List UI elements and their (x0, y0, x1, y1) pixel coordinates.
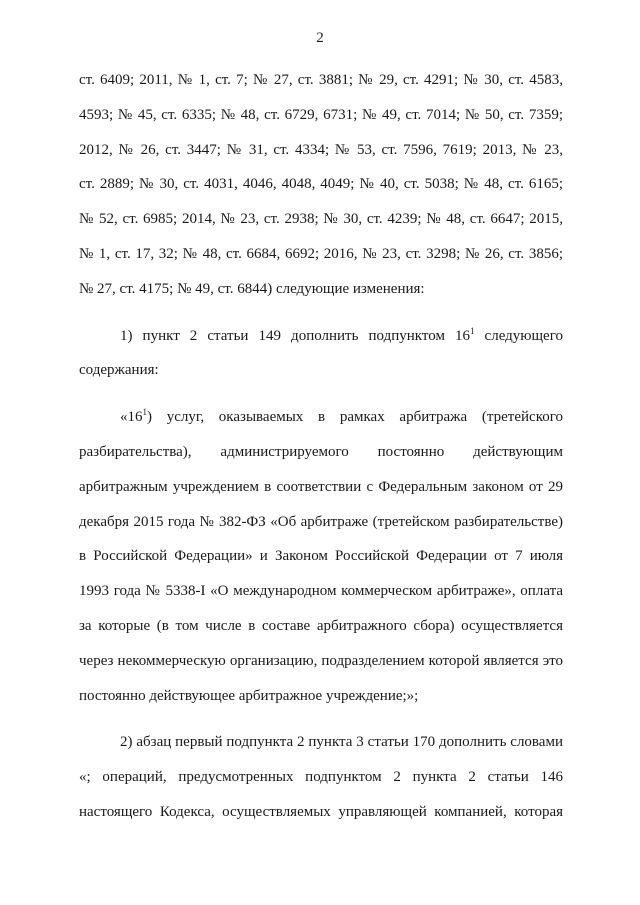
text-line: «; операций, предусмотренных подпунктом 2 пункта 2 статьи 146 (79, 769, 563, 786)
text-line: 2) абзац первый подпункта 2 пункта 3 статьи 170 дополнить словами (120, 734, 563, 751)
quote-open-text: «16 (120, 409, 143, 426)
text-line: 4593; № 45, ст. 6335; № 48, ст. 6729, 6731; № 49, ст. 7014; № 50, ст. 7359; (79, 106, 563, 123)
text-line (79, 319, 563, 354)
text-line: 1993 года № 5338-I «О международном коммерческом арбитраже», оплата (79, 583, 563, 600)
text-line: № 52, ст. 6985; 2014, № 23, ст. 2938; № 30, ст. 4239; № 48, ст. 6647; 2015, (79, 211, 563, 228)
page-number: 2 (316, 30, 324, 46)
document-body (79, 63, 563, 830)
text-line: 2012, № 26, ст. 3447; № 31, ст. 4334; № 53, ст. 7596, 7619; 2013, № 23, (79, 141, 563, 158)
text-line: № 1, ст. 17, 32; № 48, ст. 6684, 6692; 2016, № 23, ст. 3298; № 26, ст. 3856; (79, 245, 563, 262)
text-line: декабря 2015 года № 382-ФЗ «Об арбитраже (третейском разбирательстве) (79, 513, 563, 530)
item-1-paragraph (79, 319, 563, 389)
text-line: № 27, ст. 4175; № 49, ст. 6844) следующие изменения: (79, 280, 425, 297)
item-1-text: 1) пункт 2 статьи 149 дополнить подпунктом 16 (120, 327, 470, 344)
amendment-sources-paragraph (79, 63, 563, 307)
quote-text: ) услуг, оказываемых в рамках арбитража (третейского (147, 409, 563, 426)
text-line: настоящего Кодекса, осуществляемых управляющей компанией, которая (79, 803, 563, 820)
text-line: содержания: (79, 362, 159, 379)
item-2-paragraph (79, 725, 563, 829)
text-line: арбитражным учреждением в соответствии с Федеральным законом от 29 (79, 478, 563, 495)
text-line: за которые (в том числе в составе арбитражного сбора) осуществляется (79, 617, 563, 634)
text-line: ст. 6409; 2011, № 1, ст. 7; № 27, ст. 3881; № 29, ст. 4291; № 30, ст. 4583, (79, 72, 563, 88)
text-line: разбирательства), администрируемого постоянно действующим (79, 443, 563, 460)
superscript-mark: 1 (470, 325, 475, 336)
text-line: в Российской Федерации» и Законом Российской Федерации от 7 июля (79, 548, 563, 565)
text-line: через некоммерческую организацию, подразделением которой является это (79, 652, 563, 669)
quoted-subparagraph (79, 400, 563, 713)
superscript-mark: 1 (142, 407, 147, 418)
text-line (79, 400, 563, 435)
text-line: постоянно действующее арбитражное учреждение;»; (79, 687, 419, 704)
item-1-text-end: следующего (474, 327, 563, 344)
text-line: ст. 2889; № 30, ст. 4031, 4046, 4048, 4049; № 40, ст. 5038; № 48, ст. 6165; (79, 176, 563, 193)
